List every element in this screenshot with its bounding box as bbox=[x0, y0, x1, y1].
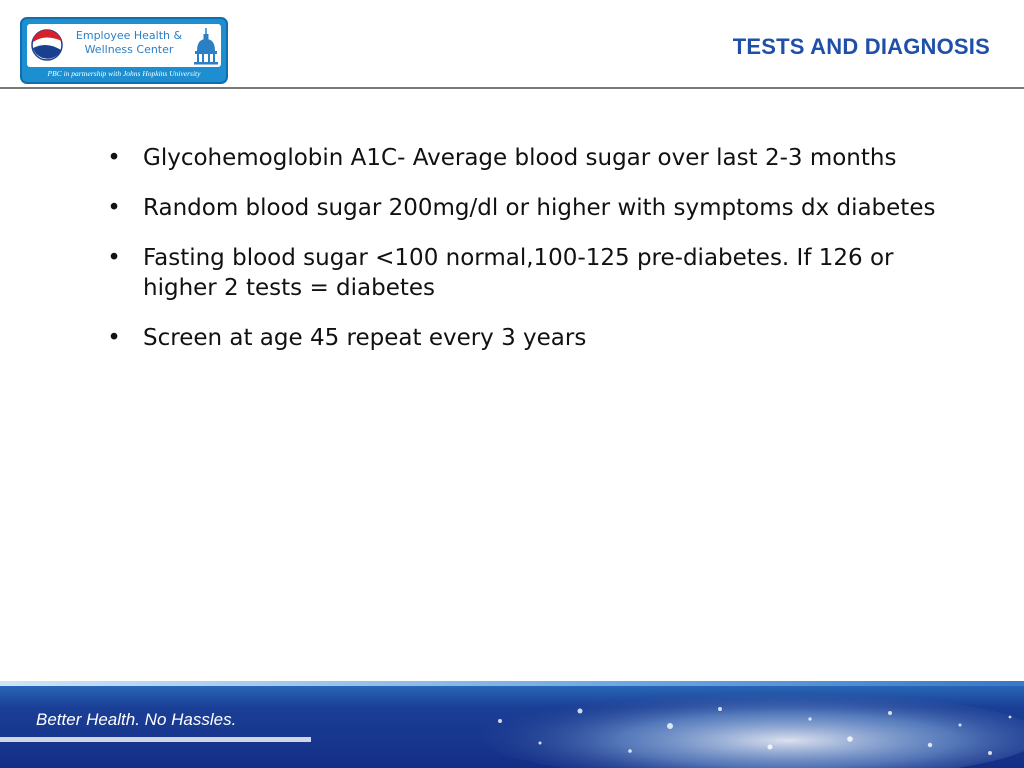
bullet-item bbox=[104, 243, 944, 303]
bullet-item bbox=[104, 143, 944, 173]
bullet-text: Screen at age 45 repeat every 3 years bbox=[143, 325, 587, 351]
slide-title: TESTS AND DIAGNOSIS bbox=[732, 34, 990, 59]
footer-underline bbox=[0, 737, 311, 742]
header-divider bbox=[0, 87, 1024, 89]
bullet-text: Glycohemoglobin A1C- Average blood sugar over last 2-3 months bbox=[143, 145, 897, 171]
bullet-dot: • bbox=[107, 145, 121, 171]
pepsi-globe-icon bbox=[31, 29, 63, 61]
bullet-item bbox=[104, 323, 944, 353]
footer-banner bbox=[0, 681, 1024, 768]
bullet-dot: • bbox=[107, 245, 121, 271]
logo-line-1: Employee Health & bbox=[75, 29, 183, 42]
employee-health-logo bbox=[20, 17, 228, 84]
bullet-text: Random blood sugar 200mg/dl or higher with symptoms dx diabetes bbox=[143, 195, 936, 221]
logo-text bbox=[69, 29, 189, 57]
logo-line-2: Wellness Center bbox=[84, 43, 174, 56]
dome-building-icon bbox=[193, 27, 219, 65]
bullet-dot: • bbox=[107, 195, 121, 221]
bullet-item bbox=[104, 193, 944, 223]
bullet-text: Fasting blood sugar <100 normal,100-125 pre-diabetes. If 126 or higher 2 tests = diabetes bbox=[143, 245, 894, 301]
bullet-dot: • bbox=[107, 325, 121, 351]
logo-tagline: PBC in partnership with Johns Hopkins University bbox=[47, 69, 201, 78]
footer-slogan: Better Health. No Hassles. bbox=[36, 710, 237, 729]
bullet-list bbox=[104, 143, 944, 373]
water-splash-graphic bbox=[420, 681, 1024, 768]
logo-panel bbox=[27, 24, 221, 67]
